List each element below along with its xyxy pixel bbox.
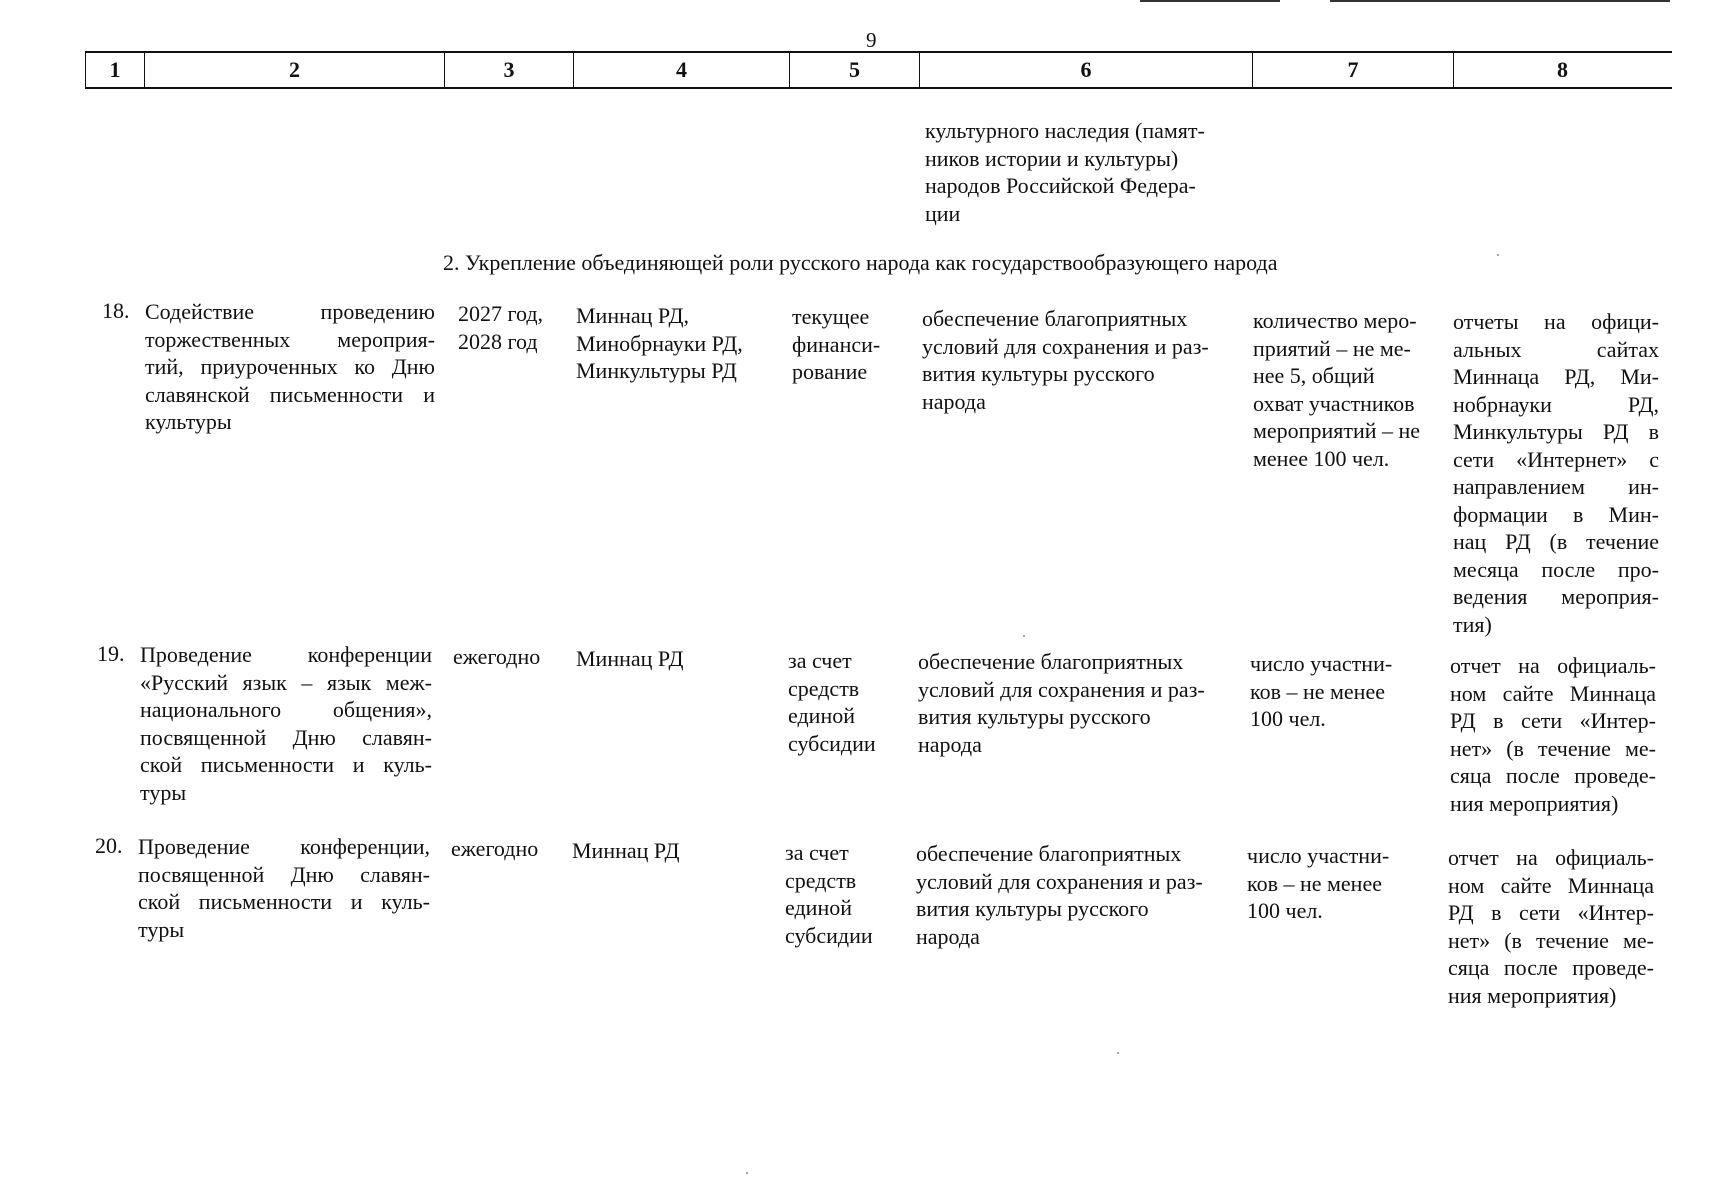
section-title: 2. Укрепление объединяющей роли русского народа как государствообразующего народа <box>443 250 1278 275</box>
text-line: народа <box>916 923 980 949</box>
row-18-period <box>458 300 563 355</box>
text-line: торжественных мероприя- <box>145 326 435 352</box>
text-line: славянской письменности и <box>145 381 435 407</box>
text-line: народа <box>922 388 986 414</box>
text-line: туры <box>140 779 187 805</box>
row-19-period <box>453 643 563 671</box>
text-line: сяца после проведе- <box>1448 955 1654 980</box>
text-line: Миннац РД <box>576 646 684 671</box>
scan-speck <box>1023 635 1025 637</box>
text-line: ния мероприятия) <box>1450 790 1619 816</box>
text-line: вития культуры русского <box>916 896 1149 921</box>
page-number: 9 <box>866 28 877 52</box>
header-col-6: 6 <box>920 53 1253 87</box>
text-line: туры <box>138 916 185 942</box>
text-line: национального общения», <box>140 697 432 722</box>
text-line: количество меро- <box>1253 308 1417 333</box>
text-line: число участни- <box>1247 843 1390 868</box>
text-line: условий для сохранения и раз- <box>922 333 1209 359</box>
row-number: 19. <box>97 641 125 666</box>
text-line: средств <box>785 867 857 893</box>
text-line: 2028 год <box>458 328 538 354</box>
text-line: отчет на официаль- <box>1450 653 1656 678</box>
header-col-1: 1 <box>86 53 145 87</box>
text-line: нее 5, общий <box>1253 363 1375 388</box>
header-col-2: 2 <box>145 53 445 87</box>
text-line: нац РД (в течение <box>1453 529 1659 554</box>
text-line: «Русский язык – язык меж- <box>140 669 432 695</box>
text-line: финанси- <box>792 331 881 357</box>
header-col-4: 4 <box>574 53 790 87</box>
text-line: сети «Интернет» с <box>1453 446 1659 472</box>
text-line: число участни- <box>1250 651 1393 676</box>
text-line: нобрнауки РД, <box>1453 391 1659 417</box>
text-line: ков – не менее <box>1247 870 1382 896</box>
text-line: средств <box>788 675 860 701</box>
text-line: Минобрнауки РД, <box>576 330 743 356</box>
row-20-result <box>916 840 1236 950</box>
text-line: ции <box>925 200 961 226</box>
text-line: ведения мероприя- <box>1453 584 1659 609</box>
text-line: ном сайте Миннаца <box>1448 872 1654 898</box>
text-line: ния мероприятия) <box>1448 982 1617 1008</box>
text-line: обеспечение благоприятных <box>918 649 1184 674</box>
row-number: 20. <box>95 833 123 858</box>
text-line: условий для сохранения и раз- <box>918 676 1205 702</box>
row-20-description <box>138 833 430 943</box>
text-line: культурного наследия (памят- <box>925 118 1205 143</box>
row-20-indicator <box>1247 842 1439 925</box>
text-line: 100 чел. <box>1247 898 1323 923</box>
text-line: вития культуры русского <box>918 704 1151 729</box>
text-line: 100 чел. <box>1250 706 1326 731</box>
text-line: ников истории и культуры) <box>925 145 1179 171</box>
text-line: единой <box>788 703 855 728</box>
row-20-executors <box>572 837 777 865</box>
row-19-funding <box>788 647 898 757</box>
text-line: текущее <box>792 304 870 329</box>
text-line: вития культуры русского <box>922 361 1155 386</box>
text-line: народов Российской Федера- <box>925 173 1196 198</box>
text-line: рование <box>792 359 868 384</box>
text-line: месяца после про- <box>1453 556 1659 582</box>
text-line: альных сайтах <box>1453 336 1659 362</box>
text-line: менее 100 чел. <box>1253 445 1390 471</box>
row-number: 18. <box>102 298 130 323</box>
text-line: направлением ин- <box>1453 474 1659 499</box>
text-line: Миннац РД <box>572 838 680 863</box>
header-col-5: 5 <box>790 53 920 87</box>
text-line: ской письменности и куль- <box>138 889 430 914</box>
scan-speck <box>1497 254 1499 256</box>
text-line: Проведение конференции <box>140 642 432 667</box>
text-line: Проведение конференции, <box>138 834 430 859</box>
text-line: охват участников <box>1253 390 1415 416</box>
text-line: ской письменности и куль- <box>140 752 432 777</box>
text-line: Минкультуры РД в <box>1453 419 1659 444</box>
text-line: посвященной Дню славян- <box>138 861 430 887</box>
text-line: единой <box>785 895 852 920</box>
text-line: тий, приуроченных ко Дню <box>145 354 435 379</box>
text-line: ежегодно <box>453 644 541 669</box>
text-line: Миннаца РД, Ми- <box>1453 364 1659 389</box>
text-line: за счет <box>785 840 849 865</box>
text-line: ном сайте Миннаца <box>1450 680 1656 706</box>
row-20-report <box>1448 844 1654 1009</box>
text-line: народа <box>918 731 982 757</box>
text-line: условий для сохранения и раз- <box>916 868 1203 894</box>
text-line: отчет на официаль- <box>1448 845 1654 870</box>
header-col-8: 8 <box>1557 57 1568 82</box>
text-line: мероприятий – не <box>1253 418 1421 443</box>
row-19-result <box>918 648 1238 758</box>
row-18-report <box>1453 308 1659 638</box>
text-line: тия) <box>1453 611 1492 637</box>
text-line: 2027 год, <box>458 301 544 326</box>
text-line: за счет <box>788 648 852 673</box>
row-18-executors <box>576 302 781 385</box>
text-line: РД в сети «Интер- <box>1448 900 1654 925</box>
header-col-7: 7 <box>1253 53 1454 87</box>
row-18-indicator <box>1253 307 1445 472</box>
row-20-period <box>451 835 561 863</box>
row-18-funding <box>792 303 902 386</box>
table-header-row <box>85 51 1672 89</box>
scan-artifact-line <box>1140 0 1280 2</box>
scan-artifact-line <box>1330 0 1670 2</box>
text-line: ежегодно <box>451 836 539 861</box>
row-19-executors <box>576 645 781 673</box>
text-line: нет» (в течение ме- <box>1448 927 1654 953</box>
text-line: субсидии <box>785 922 873 948</box>
row-18-description <box>145 298 435 436</box>
row-18-result <box>922 305 1242 415</box>
text-line: посвященной Дню славян- <box>140 724 432 750</box>
text-line: Миннац РД, <box>576 303 690 328</box>
text-line: обеспечение благоприятных <box>922 306 1188 331</box>
text-line: Содействие проведению <box>145 299 435 324</box>
text-line: культуры <box>145 409 232 434</box>
text-line: Минкультуры РД <box>576 358 737 383</box>
text-line: формации в Мин- <box>1453 501 1659 527</box>
row-19-report <box>1450 652 1656 817</box>
text-line: приятий – не ме- <box>1253 335 1411 361</box>
text-line: нет» (в течение ме- <box>1450 735 1656 761</box>
scan-speck <box>1117 1052 1119 1054</box>
text-line: отчеты на офици- <box>1453 309 1659 334</box>
text-line: обеспечение благоприятных <box>916 841 1182 866</box>
scan-speck <box>746 1172 748 1174</box>
row-19-indicator <box>1250 650 1442 733</box>
header-col-3: 3 <box>445 53 574 87</box>
text-line: субсидии <box>788 730 876 756</box>
row-20-funding <box>785 839 895 949</box>
continuation-col6 <box>925 117 1237 227</box>
text-line: ков – не менее <box>1250 678 1385 704</box>
text-line: сяца после проведе- <box>1450 763 1656 788</box>
text-line: РД в сети «Интер- <box>1450 708 1656 733</box>
row-19-description <box>140 641 432 806</box>
